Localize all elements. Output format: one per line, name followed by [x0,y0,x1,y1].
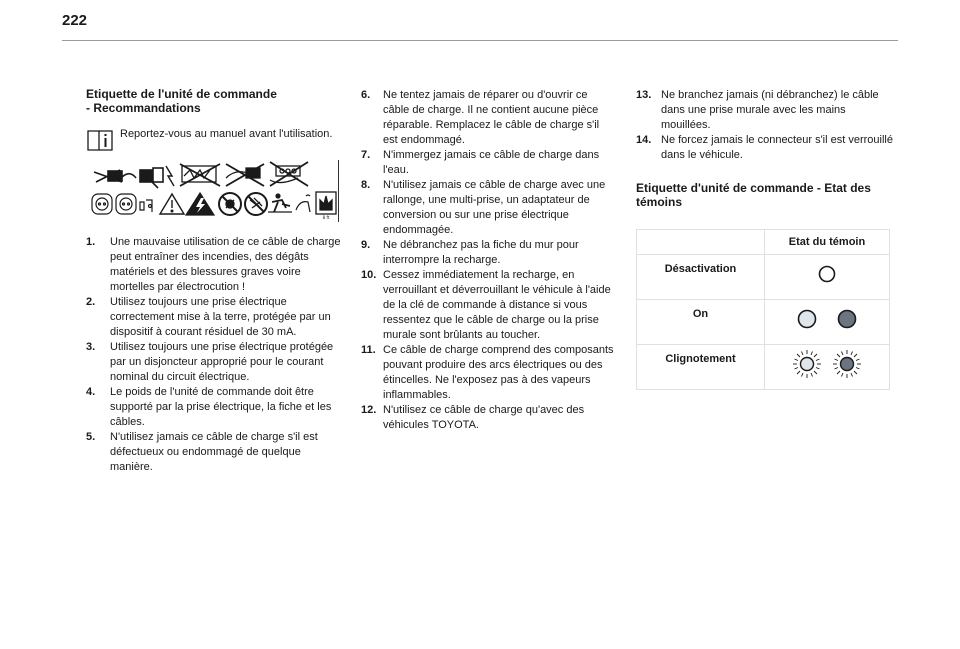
list-item [636,133,896,163]
indicator-off [765,255,890,300]
list-item-text: Utilisez toujours une prise électrique correctement mise à la terre, protégée par un dispositif à courant résiduel de 30 mA. [110,296,331,338]
list-item-number: 3. [86,341,96,353]
section-title-line-2: - Recommandations [86,101,201,115]
list-item [86,340,341,385]
table-row [637,345,890,390]
list-item [361,148,616,178]
state-label-blinking: Clignotement [637,345,765,390]
socket-icon-1 [92,194,112,214]
list-item-text: N'utilisez jamais ce câble de charge s'il est défectueux ou endommagé de quelque manière. [110,431,318,473]
list-item-number: 2. [86,296,96,308]
list-item-text: Le poids de l'unité de commande doit être supporté par la prise électrique, la fiche et les câbles. [110,386,332,428]
hand-plug-icon [296,195,310,212]
list-item-number: 13. [636,89,652,101]
page-number: 222 [62,12,88,29]
column-1 [86,80,341,475]
lamp-off-icon [767,256,887,296]
list-item-number: 7. [361,149,371,161]
table-row [637,255,890,300]
list-item-text: Ce câble de charge comprend des composants pouvant produire des arcs électriques ou des étincelles. Ne l'exposez pas à des vapeurs inflammables. [383,344,614,401]
list-item-text: N'immergez jamais ce câble de charge dans l'eau. [383,149,600,176]
manual-note [86,127,341,152]
table-header-etat: Etat du témoin [765,230,890,255]
section-title-line-1: Etiquette d'unité de commande - Etat des [636,181,871,195]
indicator-status-table [636,229,890,390]
list-item-text: Cessez immédiatement la recharge, en verrouillant et déverrouillant le véhicule à l'aide de la clé de commande à distance si vous ressentez que le câble de charge ou la prise murale sont brûlants au toucher. [383,269,611,341]
no-adapter-icon [226,164,264,186]
list-item [86,385,341,430]
list-item-number: 14. [636,134,652,146]
list-item-number: 11. [361,344,376,356]
list-item-number: 9. [361,239,371,251]
list-item-text: Une mauvaise utilisation de ce câble de charge peut entraîner des incendies, des dégâts matériels et des blessures graves voire mortelles par électrocution ! [110,236,341,293]
section-title-recommandations [86,87,341,115]
list-item [636,88,896,133]
list-item-number: 4. [86,386,96,398]
recommendations-list-part-2 [361,88,616,433]
list-item [361,268,616,343]
list-item-text: N'utilisez ce câble de charge qu'avec des véhicules TOYOTA. [383,404,585,431]
top-divider [62,40,898,41]
list-item-text: Ne forcez jamais le connecteur s'il est verrouillé dans le véhicule. [661,134,893,161]
list-item [361,403,616,433]
trip-hazard-icon [268,194,292,212]
lightning-icon [166,166,174,186]
no-extension-icon [180,164,220,186]
list-item [361,88,616,148]
list-item [361,178,616,238]
column-2 [361,88,616,433]
state-label-on: On [637,300,765,345]
recommendations-list-part-1 [86,235,341,475]
list-item-number: 1. [86,236,96,248]
electrical-hazard-icon [186,193,214,215]
list-item-number: 5. [86,431,96,443]
manual-book-icon [86,128,114,152]
list-item-text: Ne tentez jamais de réparer ou d'ouvrir ce câble de charge. Il ne contient aucune pièce réparable. Remplacez le câble de charge s'il est endommagé. [383,89,600,146]
lamp-on-icon [767,301,887,341]
plug-cable-icon [94,170,136,182]
indicator-on [765,300,890,345]
list-item-text: N'utilisez jamais ce câble de charge avec une rallonge, une multi-prise, un adaptateur de conversion ou sur une prise électrique endommagée. [383,179,606,236]
no-repair-icon [245,193,267,215]
warning-triangle-icon [160,194,184,214]
list-item-text: Ne débranchez pas la fiche du mur pour interrompre la recharge. [383,239,579,266]
column-3 [636,88,896,390]
list-item [86,295,341,340]
list-item [86,430,341,475]
manual-note-text: Reportez-vous au manuel avant l'utilisation. [120,128,333,140]
section-title-line-2: témoins [636,195,683,209]
indicator-blinking [765,345,890,390]
state-label-off: Désactivation [637,255,765,300]
recommendations-list-part-3 [636,88,896,163]
table-header-row [637,230,890,255]
section-title-line-1: Etiquette de l'unité de commande [86,87,277,101]
list-item [86,235,341,295]
warning-symbols-strip [86,160,338,222]
table-header-empty [637,230,765,255]
section-title-etat-temoins [636,181,896,209]
socket-icon-2 [116,194,136,214]
no-multiplug-icon [270,162,308,186]
list-item-number: 6. [361,89,371,101]
plug-socket-icon [140,168,163,188]
list-item-number: 10. [361,269,377,281]
control-unit-label [86,160,339,222]
no-water-icon [219,193,241,215]
list-item [361,343,616,403]
lamp-blinking-icon [767,346,887,386]
list-item-text: Ne branchez jamais (ni débranchez) le câble dans une prise murale avec les mains mouillées. [661,89,879,131]
list-item [361,238,616,268]
list-item-text: Utilisez toujours une prise électrique protégée par un disjoncteur approprié pour le courant nominal du circuit électrique. [110,341,334,383]
table-row [637,300,890,345]
wet-hands-icon [316,192,336,214]
list-item-number: 12. [361,404,377,416]
label-lettering: 8 ft [322,215,330,220]
list-item-number: 8. [361,179,371,191]
rcd-icon [140,200,152,212]
